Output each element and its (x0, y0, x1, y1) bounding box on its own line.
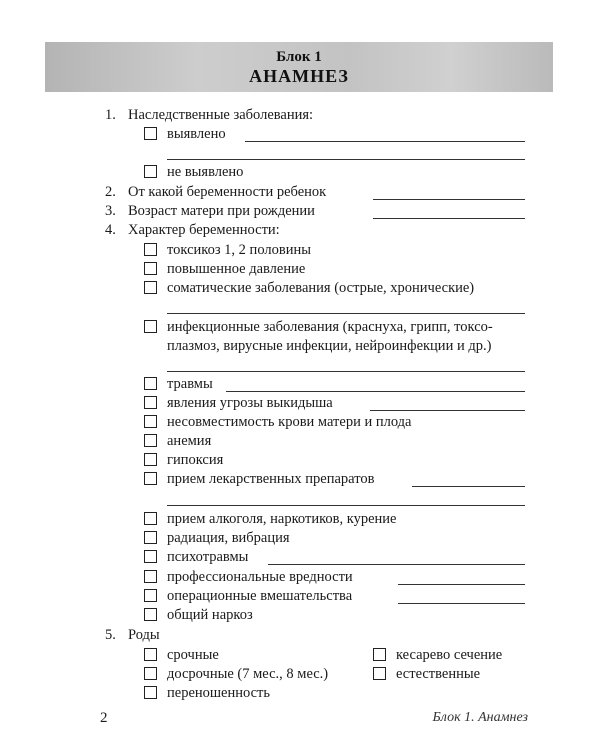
block-number: Блок 1 (276, 49, 322, 65)
q4-item: травмы (167, 376, 213, 392)
q5-checkbox-preterm[interactable] (144, 667, 157, 680)
q4-item: профессиональные вредности (167, 569, 353, 585)
q4-checkbox[interactable] (144, 377, 157, 390)
q1-opt-detected: выявлено (167, 126, 226, 142)
q4-item: анемия (167, 433, 212, 449)
q5-opt-preterm: досрочные (7 мес., 8 мес.) (167, 666, 329, 682)
q1-checkbox-detected[interactable] (144, 127, 157, 140)
q4-checkbox[interactable] (144, 512, 157, 525)
q4-checkbox[interactable] (144, 415, 157, 428)
q4-line[interactable] (167, 505, 525, 506)
q4-item: общий наркоз (167, 607, 253, 623)
q4-item: соматические заболевания (острые, хронические) (167, 280, 475, 296)
q1-line-2[interactable] (167, 159, 525, 160)
q3-line[interactable] (373, 218, 525, 219)
q4-checkbox[interactable] (144, 608, 157, 621)
q1-label: Наследственные заболевания: (128, 107, 314, 123)
q4-item: инфекционные заболевания (краснуха, грипп, токсо- (167, 319, 493, 335)
q4-checkbox[interactable] (144, 570, 157, 583)
q1-opt-not-detected: не выявлено (167, 164, 244, 180)
q4-checkbox[interactable] (144, 281, 157, 294)
q4-item-cont: плазмоз, вирусные инфекции, нейроинфекции и др.) (167, 338, 492, 354)
q4-checkbox[interactable] (144, 472, 157, 485)
q4-item: прием алкоголя, наркотиков, курение (167, 511, 397, 527)
q4-item: операционные вмешательства (167, 588, 353, 604)
q4-line[interactable] (398, 603, 525, 604)
q2-label: От какой беременности ребенок (128, 184, 327, 200)
q4-line[interactable] (167, 313, 525, 314)
q3-label: Возраст матери при рождении (128, 203, 315, 219)
q1-checkbox-not-detected[interactable] (144, 165, 157, 178)
q2-number: 2. (105, 184, 116, 200)
q4-checkbox[interactable] (144, 434, 157, 447)
q4-line[interactable] (167, 371, 525, 372)
q4-item: прием лекарственных препаратов (167, 471, 375, 487)
q4-line[interactable] (268, 564, 525, 565)
q4-item: гипоксия (167, 452, 224, 468)
q4-checkbox[interactable] (144, 453, 157, 466)
q2-line[interactable] (373, 199, 525, 200)
running-footer: Блок 1. Анамнез (432, 710, 528, 725)
q4-checkbox[interactable] (144, 550, 157, 563)
page-number: 2 (100, 710, 108, 726)
q4-label: Характер беременности: (128, 222, 280, 238)
q4-checkbox[interactable] (144, 531, 157, 544)
block-header (45, 42, 553, 92)
q4-item: явления угрозы выкидыша (167, 395, 333, 411)
q4-checkbox[interactable] (144, 320, 157, 333)
q4-number: 4. (105, 222, 116, 238)
q4-checkbox[interactable] (144, 589, 157, 602)
q4-line[interactable] (370, 410, 525, 411)
q4-line[interactable] (398, 584, 525, 585)
q4-checkbox[interactable] (144, 396, 157, 409)
q5-checkbox-postterm[interactable] (144, 686, 157, 699)
q4-checkbox[interactable] (144, 262, 157, 275)
q5-checkbox-term[interactable] (144, 648, 157, 661)
q4-item: повышенное давление (167, 261, 306, 277)
q4-line[interactable] (412, 486, 525, 487)
q4-item: психотравмы (167, 549, 249, 565)
q1-line-1[interactable] (245, 141, 525, 142)
q5-opt-natural: естественные (396, 666, 481, 682)
q4-line[interactable] (226, 391, 525, 392)
q5-checkbox-cesarean[interactable] (373, 648, 386, 661)
q5-opt-cesarean: кесарево сечение (396, 647, 503, 663)
q5-opt-term: срочные (167, 647, 219, 663)
block-title: АНАМНЕЗ (249, 66, 349, 86)
q5-number: 5. (105, 627, 116, 643)
q4-item: несовместимость крови матери и плода (167, 414, 412, 430)
q3-number: 3. (105, 203, 116, 219)
q4-item: радиация, вибрация (167, 530, 290, 546)
q4-item: токсикоз 1, 2 половины (167, 242, 311, 258)
q5-checkbox-natural[interactable] (373, 667, 386, 680)
q5-opt-postterm: переношенность (167, 685, 271, 701)
q4-checkbox[interactable] (144, 243, 157, 256)
q1-number: 1. (105, 107, 116, 123)
q5-label: Роды (128, 627, 160, 643)
